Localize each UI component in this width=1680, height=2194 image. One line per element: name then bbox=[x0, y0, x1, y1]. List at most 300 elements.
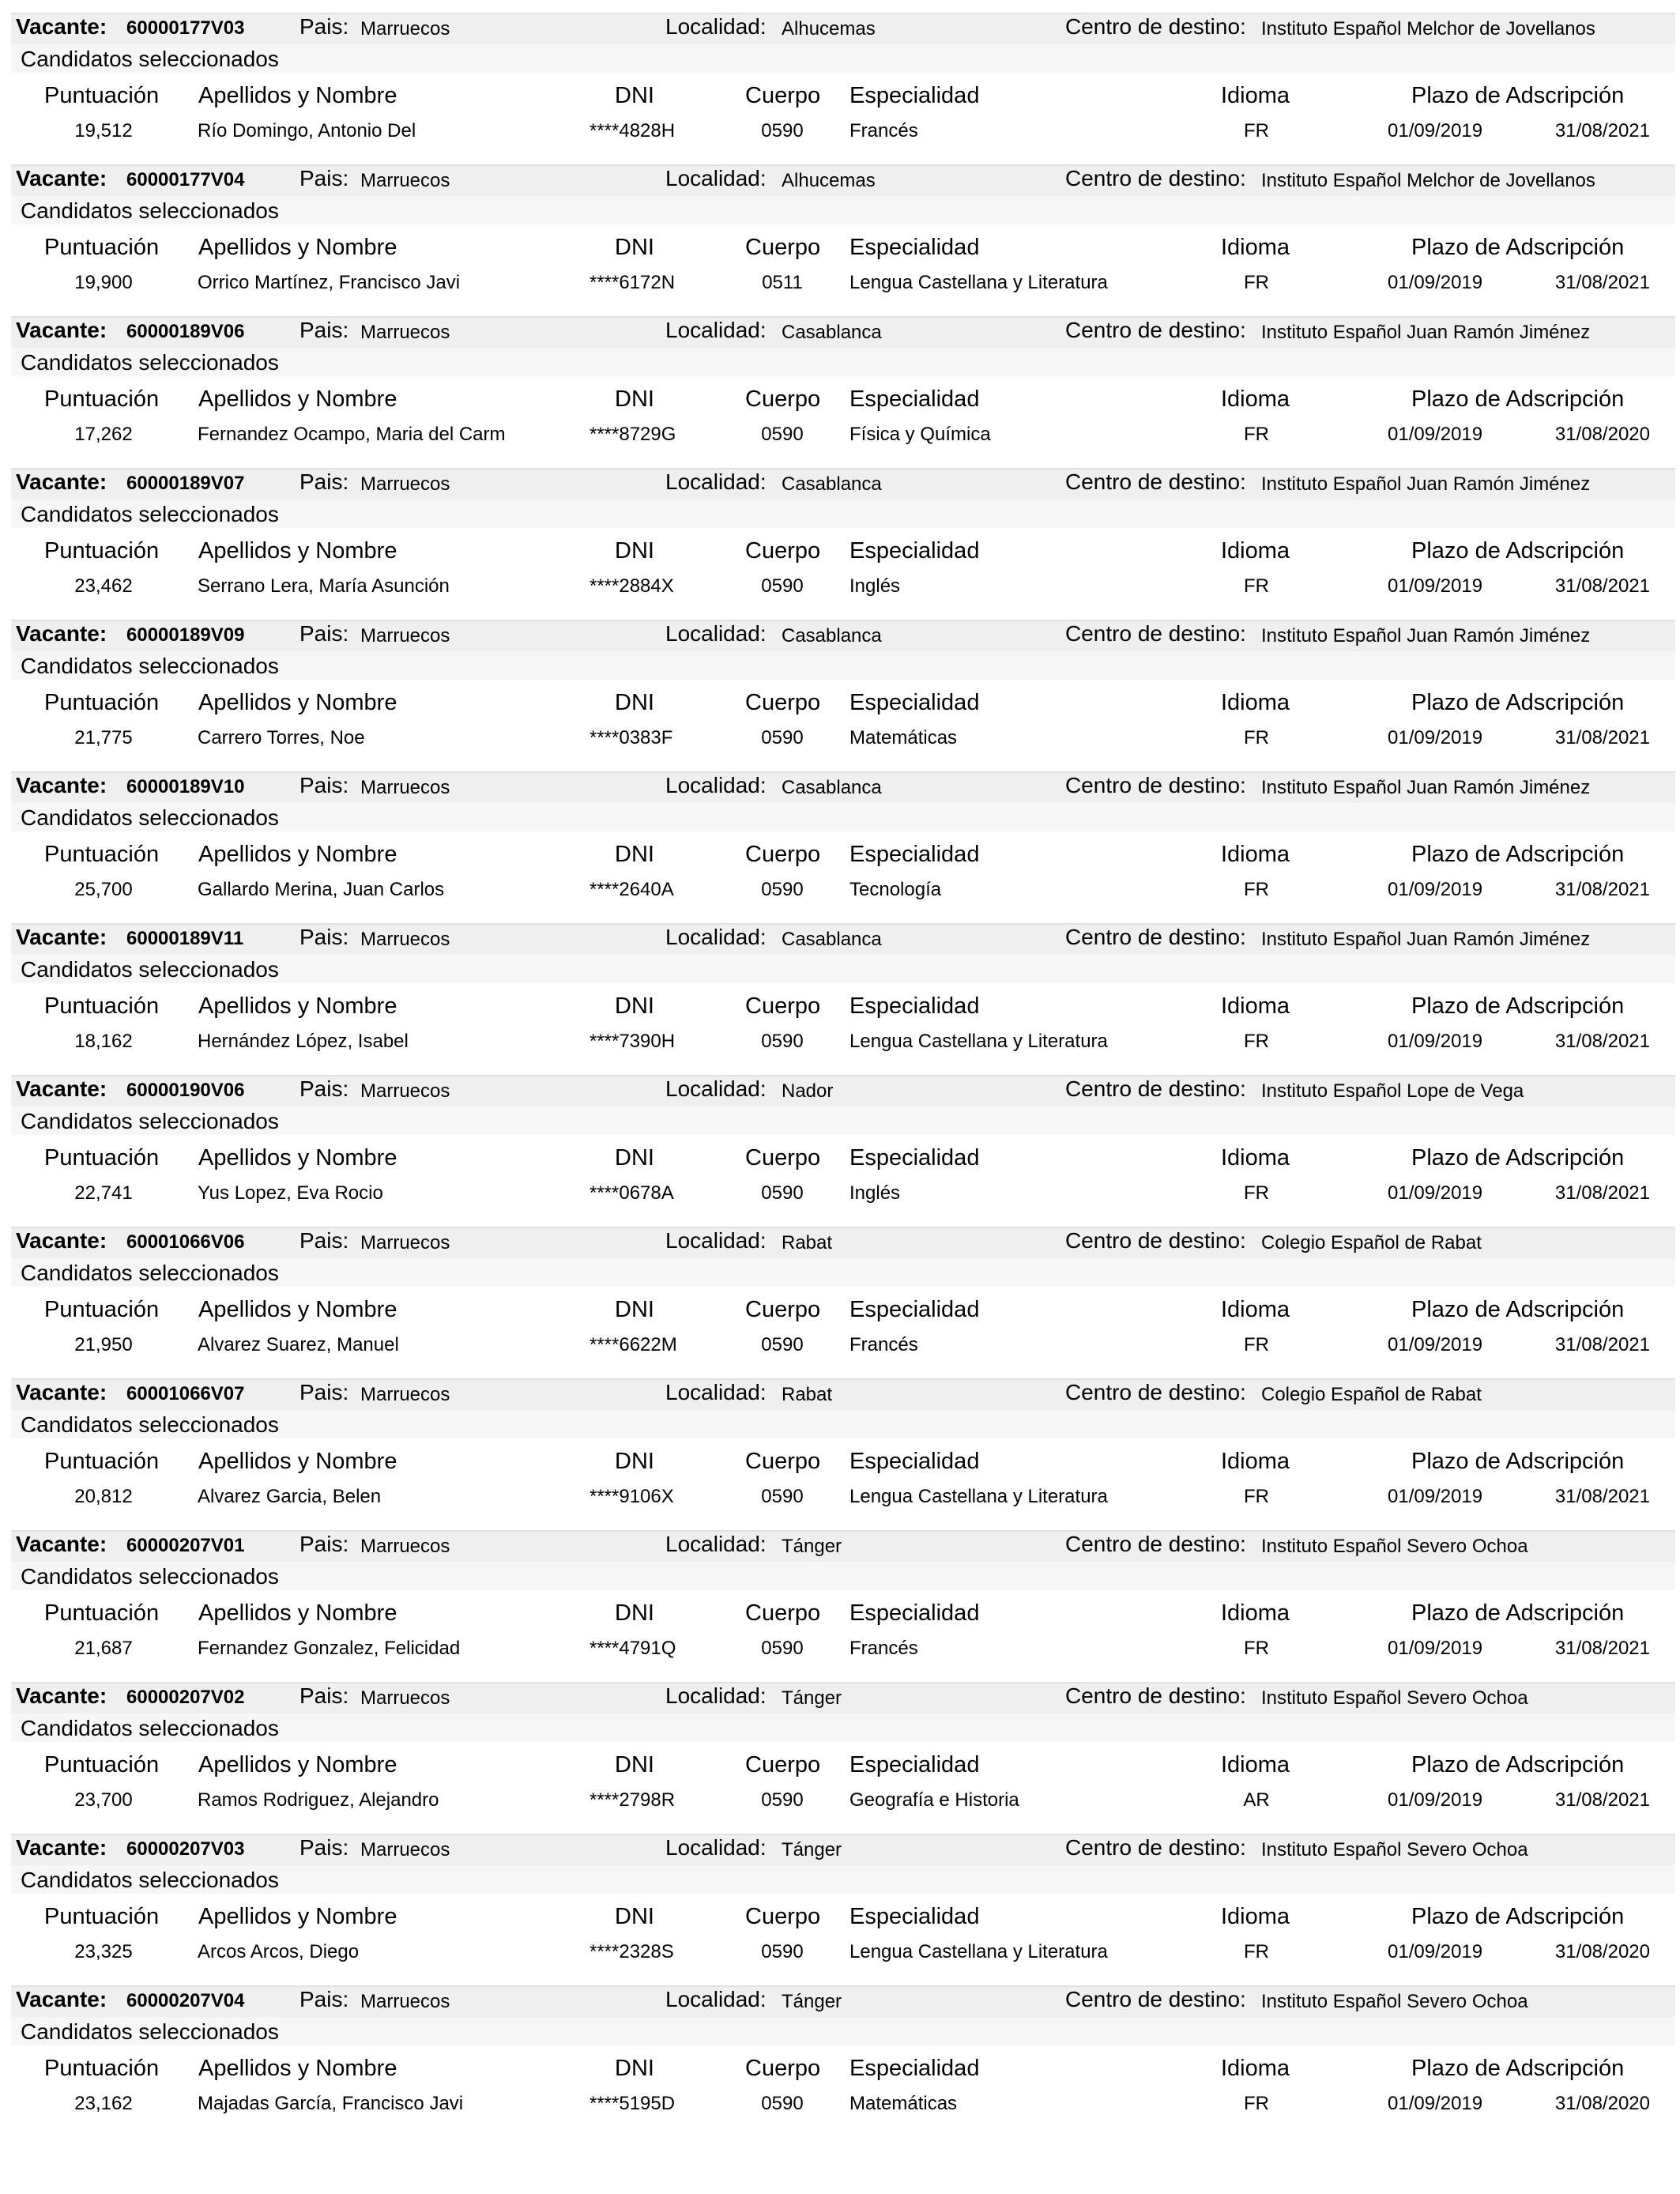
col-idioma: Idioma bbox=[1221, 1752, 1290, 1777]
centro-label: Centro de destino: bbox=[1065, 166, 1246, 190]
cell-dni: ****0678A bbox=[590, 1182, 674, 1204]
vacancy-block bbox=[0, 620, 1680, 771]
vacancy-block bbox=[0, 468, 1680, 620]
col-especialidad: Especialidad bbox=[849, 1904, 980, 1929]
vacante-code: 60000207V03 bbox=[126, 1838, 245, 1860]
localidad-label: Localidad: bbox=[665, 1076, 767, 1101]
cell-idioma: FR bbox=[1244, 272, 1269, 293]
cell-hasta: 31/08/2021 bbox=[1554, 120, 1650, 141]
cell-cuerpo: 0590 bbox=[761, 575, 804, 597]
col-idioma: Idioma bbox=[1221, 690, 1290, 715]
vacancy-block bbox=[0, 1682, 1680, 1834]
localidad-value: Tánger bbox=[782, 1536, 842, 1557]
cell-desde: 01/09/2019 bbox=[1388, 272, 1483, 293]
vacancy-block bbox=[0, 164, 1680, 316]
cell-especialidad: Inglés bbox=[849, 575, 901, 597]
cell-cuerpo: 0590 bbox=[761, 424, 804, 445]
vacante-label: Vacante: bbox=[16, 1683, 107, 1708]
candidatos-label: Candidatos seleccionados bbox=[21, 1564, 279, 1589]
vacancy-block bbox=[0, 1378, 1680, 1530]
cell-nombre: Hernández López, Isabel bbox=[198, 1031, 409, 1052]
localidad-value: Rabat bbox=[782, 1232, 833, 1253]
col-cuerpo: Cuerpo bbox=[745, 538, 821, 564]
col-dni: DNI bbox=[615, 1449, 654, 1474]
col-especialidad: Especialidad bbox=[849, 83, 980, 108]
cell-idioma: FR bbox=[1244, 424, 1269, 445]
col-cuerpo: Cuerpo bbox=[745, 993, 821, 1019]
col-plazo: Plazo de Adscripción bbox=[1411, 83, 1625, 108]
cell-especialidad: Lengua Castellana y Literatura bbox=[849, 272, 1108, 293]
cell-idioma: FR bbox=[1244, 1486, 1269, 1507]
col-cuerpo: Cuerpo bbox=[745, 386, 821, 412]
pais-label: Pais: bbox=[299, 1683, 349, 1708]
col-idioma: Idioma bbox=[1221, 538, 1290, 564]
cell-cuerpo: 0590 bbox=[761, 1789, 804, 1811]
centro-label: Centro de destino: bbox=[1065, 621, 1246, 646]
cell-hasta: 31/08/2021 bbox=[1554, 1486, 1650, 1507]
localidad-label: Localidad: bbox=[665, 469, 767, 494]
cell-dni: ****5195D bbox=[590, 2093, 676, 2114]
col-especialidad: Especialidad bbox=[849, 842, 980, 867]
pais-label: Pais: bbox=[299, 925, 349, 949]
cell-puntuacion: 22,741 bbox=[74, 1182, 133, 1204]
col-puntuacion: Puntuación bbox=[44, 538, 160, 564]
localidad-label: Localidad: bbox=[665, 1835, 767, 1860]
col-especialidad: Especialidad bbox=[849, 1297, 980, 1322]
cell-cuerpo: 0590 bbox=[761, 1486, 804, 1507]
pais-label: Pais: bbox=[299, 773, 349, 797]
cell-puntuacion: 19,900 bbox=[74, 272, 133, 293]
cell-cuerpo: 0590 bbox=[761, 879, 804, 900]
centro-value: Instituto Español Severo Ochoa bbox=[1261, 1687, 1528, 1709]
col-dni: DNI bbox=[615, 2056, 654, 2081]
cell-desde: 01/09/2019 bbox=[1388, 879, 1483, 900]
pais-value: Marruecos bbox=[360, 929, 450, 950]
vacante-code: 60000207V01 bbox=[126, 1535, 245, 1556]
centro-value: Instituto Español Melchor de Jovellanos bbox=[1261, 170, 1595, 191]
vacante-label: Vacante: bbox=[16, 14, 107, 39]
cell-desde: 01/09/2019 bbox=[1388, 1638, 1483, 1659]
cell-puntuacion: 23,325 bbox=[74, 1941, 133, 1962]
centro-value: Instituto Español Juan Ramón Jiménez bbox=[1261, 777, 1591, 798]
localidad-label: Localidad: bbox=[665, 1683, 767, 1708]
cell-nombre: Arcos Arcos, Diego bbox=[198, 1941, 360, 1962]
col-dni: DNI bbox=[615, 1145, 654, 1171]
localidad-value: Casablanca bbox=[782, 625, 882, 647]
cell-idioma: FR bbox=[1244, 727, 1269, 748]
col-plazo: Plazo de Adscripción bbox=[1411, 2056, 1625, 2081]
vacante-code: 60000190V06 bbox=[126, 1080, 245, 1101]
centro-value: Instituto Español Severo Ochoa bbox=[1261, 1839, 1528, 1860]
localidad-label: Localidad: bbox=[665, 1228, 767, 1253]
vacante-code: 60000177V03 bbox=[126, 17, 245, 39]
cell-idioma: FR bbox=[1244, 879, 1269, 900]
localidad-value: Tánger bbox=[782, 1991, 842, 2012]
localidad-value: Casablanca bbox=[782, 929, 882, 950]
vacante-code: 60000189V09 bbox=[126, 624, 245, 646]
col-nombre: Apellidos y Nombre bbox=[198, 1600, 397, 1626]
centro-label: Centro de destino: bbox=[1065, 1683, 1246, 1708]
col-puntuacion: Puntuación bbox=[44, 842, 160, 867]
cell-desde: 01/09/2019 bbox=[1388, 727, 1483, 748]
cell-idioma: FR bbox=[1244, 1941, 1269, 1962]
vacante-code: 60000189V07 bbox=[126, 473, 245, 494]
cell-nombre: Gallardo Merina, Juan Carlos bbox=[198, 879, 445, 900]
col-plazo: Plazo de Adscripción bbox=[1411, 690, 1625, 715]
cell-desde: 01/09/2019 bbox=[1388, 1182, 1483, 1204]
vacancy-block bbox=[0, 923, 1680, 1075]
vacante-label: Vacante: bbox=[16, 925, 107, 949]
col-plazo: Plazo de Adscripción bbox=[1411, 1752, 1625, 1777]
col-puntuacion: Puntuación bbox=[44, 1600, 160, 1626]
vacante-code: 60000207V02 bbox=[126, 1687, 245, 1708]
cell-especialidad: Matemáticas bbox=[849, 727, 958, 748]
vacancy-block bbox=[0, 1985, 1680, 2137]
cell-dni: ****2328S bbox=[590, 1941, 674, 1962]
centro-label: Centro de destino: bbox=[1065, 1380, 1246, 1404]
col-dni: DNI bbox=[615, 83, 654, 108]
cell-dni: ****6622M bbox=[590, 1334, 677, 1355]
col-especialidad: Especialidad bbox=[849, 1145, 980, 1171]
vacante-label: Vacante: bbox=[16, 1228, 107, 1253]
vacante-code: 60000189V11 bbox=[126, 928, 244, 949]
pais-value: Marruecos bbox=[360, 1080, 450, 1102]
cell-desde: 01/09/2019 bbox=[1388, 1941, 1483, 1962]
col-nombre: Apellidos y Nombre bbox=[198, 1752, 397, 1777]
cell-hasta: 31/08/2021 bbox=[1554, 879, 1650, 900]
col-cuerpo: Cuerpo bbox=[745, 1600, 821, 1626]
col-dni: DNI bbox=[615, 235, 654, 260]
col-puntuacion: Puntuación bbox=[44, 235, 160, 260]
cell-dni: ****4791Q bbox=[590, 1638, 676, 1659]
cell-cuerpo: 0590 bbox=[761, 1182, 804, 1204]
candidatos-label: Candidatos seleccionados bbox=[21, 198, 279, 223]
localidad-label: Localidad: bbox=[665, 14, 767, 39]
cell-especialidad: Lengua Castellana y Literatura bbox=[849, 1486, 1108, 1507]
col-plazo: Plazo de Adscripción bbox=[1411, 235, 1625, 260]
cell-nombre: Majadas García, Francisco Javi bbox=[198, 2093, 464, 2114]
col-puntuacion: Puntuación bbox=[44, 1449, 160, 1474]
cell-puntuacion: 23,700 bbox=[74, 1789, 133, 1811]
cell-hasta: 31/08/2021 bbox=[1554, 272, 1650, 293]
localidad-label: Localidad: bbox=[665, 621, 767, 646]
centro-label: Centro de destino: bbox=[1065, 1532, 1246, 1556]
cell-hasta: 31/08/2021 bbox=[1554, 727, 1650, 748]
candidatos-label: Candidatos seleccionados bbox=[21, 350, 279, 375]
cell-hasta: 31/08/2021 bbox=[1554, 1031, 1650, 1052]
vacancy-list bbox=[0, 13, 1680, 2137]
cell-puntuacion: 21,775 bbox=[74, 727, 133, 748]
col-cuerpo: Cuerpo bbox=[745, 1449, 821, 1474]
localidad-value: Tánger bbox=[782, 1687, 842, 1709]
col-dni: DNI bbox=[615, 1752, 654, 1777]
col-puntuacion: Puntuación bbox=[44, 690, 160, 715]
col-especialidad: Especialidad bbox=[849, 235, 980, 260]
col-cuerpo: Cuerpo bbox=[745, 1904, 821, 1929]
col-puntuacion: Puntuación bbox=[44, 1145, 160, 1171]
col-idioma: Idioma bbox=[1221, 2056, 1290, 2081]
pais-value: Marruecos bbox=[360, 1384, 450, 1405]
cell-desde: 01/09/2019 bbox=[1388, 1486, 1483, 1507]
vacancy-block bbox=[0, 316, 1680, 468]
centro-value: Instituto Español Melchor de Jovellanos bbox=[1261, 18, 1595, 40]
cell-desde: 01/09/2019 bbox=[1388, 575, 1483, 597]
col-especialidad: Especialidad bbox=[849, 538, 980, 564]
vacante-label: Vacante: bbox=[16, 621, 107, 646]
localidad-value: Casablanca bbox=[782, 473, 882, 495]
candidatos-label: Candidatos seleccionados bbox=[21, 654, 279, 678]
pais-label: Pais: bbox=[299, 469, 349, 494]
vacancy-block bbox=[0, 1075, 1680, 1227]
vacante-label: Vacante: bbox=[16, 1987, 107, 2011]
vacante-code: 60001066V07 bbox=[126, 1383, 245, 1404]
vacancy-block bbox=[0, 13, 1680, 164]
col-puntuacion: Puntuación bbox=[44, 83, 160, 108]
cell-idioma: FR bbox=[1244, 575, 1269, 597]
cell-idioma: FR bbox=[1244, 1638, 1269, 1659]
candidatos-label: Candidatos seleccionados bbox=[21, 1109, 279, 1133]
cell-nombre: Río Domingo, Antonio Del bbox=[198, 120, 416, 141]
col-plazo: Plazo de Adscripción bbox=[1411, 538, 1625, 564]
col-cuerpo: Cuerpo bbox=[745, 1297, 821, 1322]
cell-dni: ****2640A bbox=[590, 879, 674, 900]
col-idioma: Idioma bbox=[1221, 1145, 1290, 1171]
col-puntuacion: Puntuación bbox=[44, 993, 160, 1019]
cell-nombre: Alvarez Suarez, Manuel bbox=[198, 1334, 399, 1355]
cell-idioma: FR bbox=[1244, 2093, 1269, 2114]
candidatos-label: Candidatos seleccionados bbox=[21, 502, 279, 526]
centro-label: Centro de destino: bbox=[1065, 469, 1246, 494]
cell-hasta: 31/08/2021 bbox=[1554, 575, 1650, 597]
col-dni: DNI bbox=[615, 842, 654, 867]
vacante-code: 60000189V10 bbox=[126, 776, 245, 797]
pais-value: Marruecos bbox=[360, 473, 450, 495]
col-cuerpo: Cuerpo bbox=[745, 2056, 821, 2081]
cell-especialidad: Lengua Castellana y Literatura bbox=[849, 1031, 1108, 1052]
localidad-value: Casablanca bbox=[782, 777, 882, 798]
cell-nombre: Orrico Martínez, Francisco Javi bbox=[198, 272, 461, 293]
col-idioma: Idioma bbox=[1221, 1449, 1290, 1474]
cell-dni: ****7390H bbox=[590, 1031, 676, 1052]
cell-especialidad: Inglés bbox=[849, 1182, 901, 1204]
col-plazo: Plazo de Adscripción bbox=[1411, 842, 1625, 867]
cell-especialidad: Francés bbox=[849, 120, 918, 141]
col-dni: DNI bbox=[615, 386, 654, 412]
cell-cuerpo: 0511 bbox=[762, 272, 803, 293]
vacante-label: Vacante: bbox=[16, 318, 107, 342]
col-dni: DNI bbox=[615, 538, 654, 564]
cell-dni: ****2798R bbox=[590, 1789, 676, 1811]
cell-hasta: 31/08/2020 bbox=[1554, 2093, 1650, 2114]
cell-puntuacion: 19,512 bbox=[74, 120, 133, 141]
col-idioma: Idioma bbox=[1221, 1904, 1290, 1929]
col-plazo: Plazo de Adscripción bbox=[1411, 1600, 1625, 1626]
centro-value: Colegio Español de Rabat bbox=[1261, 1232, 1482, 1253]
col-especialidad: Especialidad bbox=[849, 1600, 980, 1626]
vacante-code: 60000189V06 bbox=[126, 321, 245, 342]
centro-value: Instituto Español Juan Ramón Jiménez bbox=[1261, 929, 1591, 950]
centro-value: Instituto Español Lope de Vega bbox=[1261, 1080, 1524, 1102]
vacancy-block bbox=[0, 771, 1680, 923]
vacante-code: 60000177V04 bbox=[126, 169, 245, 190]
col-puntuacion: Puntuación bbox=[44, 2056, 160, 2081]
centro-label: Centro de destino: bbox=[1065, 1076, 1246, 1101]
cell-cuerpo: 0590 bbox=[761, 2093, 804, 2114]
cell-dni: ****2884X bbox=[590, 575, 674, 597]
cell-cuerpo: 0590 bbox=[761, 1334, 804, 1355]
col-plazo: Plazo de Adscripción bbox=[1411, 386, 1625, 412]
col-plazo: Plazo de Adscripción bbox=[1411, 1297, 1625, 1322]
vacancy-block bbox=[0, 1227, 1680, 1378]
cell-hasta: 31/08/2021 bbox=[1554, 1638, 1650, 1659]
pais-value: Marruecos bbox=[360, 1232, 450, 1253]
centro-value: Instituto Español Juan Ramón Jiménez bbox=[1261, 473, 1591, 495]
pais-label: Pais: bbox=[299, 14, 349, 39]
cell-desde: 01/09/2019 bbox=[1388, 2093, 1483, 2114]
col-especialidad: Especialidad bbox=[849, 1752, 980, 1777]
cell-puntuacion: 20,812 bbox=[74, 1486, 133, 1507]
pais-label: Pais: bbox=[299, 1532, 349, 1556]
col-idioma: Idioma bbox=[1221, 235, 1290, 260]
cell-puntuacion: 23,162 bbox=[74, 2093, 133, 2114]
localidad-value: Tánger bbox=[782, 1839, 842, 1860]
col-nombre: Apellidos y Nombre bbox=[198, 842, 397, 867]
col-puntuacion: Puntuación bbox=[44, 1297, 160, 1322]
col-idioma: Idioma bbox=[1221, 386, 1290, 412]
col-dni: DNI bbox=[615, 1297, 654, 1322]
cell-nombre: Alvarez Garcia, Belen bbox=[198, 1486, 382, 1507]
candidatos-label: Candidatos seleccionados bbox=[21, 1716, 279, 1740]
centro-value: Instituto Español Juan Ramón Jiménez bbox=[1261, 625, 1591, 647]
cell-puntuacion: 18,162 bbox=[74, 1031, 133, 1052]
cell-nombre: Serrano Lera, María Asunción bbox=[198, 575, 450, 597]
cell-especialidad: Francés bbox=[849, 1334, 918, 1355]
cell-nombre: Carrero Torres, Noe bbox=[198, 727, 365, 748]
vacante-code: 60000207V04 bbox=[126, 1990, 245, 2011]
cell-desde: 01/09/2019 bbox=[1388, 1789, 1483, 1811]
localidad-label: Localidad: bbox=[665, 1532, 767, 1556]
col-dni: DNI bbox=[615, 1904, 654, 1929]
col-nombre: Apellidos y Nombre bbox=[198, 538, 397, 564]
cell-dni: ****6172N bbox=[590, 272, 676, 293]
col-especialidad: Especialidad bbox=[849, 1449, 980, 1474]
cell-especialidad: Francés bbox=[849, 1638, 918, 1659]
pais-value: Marruecos bbox=[360, 777, 450, 798]
pais-label: Pais: bbox=[299, 318, 349, 342]
pais-label: Pais: bbox=[299, 1380, 349, 1404]
candidatos-label: Candidatos seleccionados bbox=[21, 1412, 279, 1437]
cell-dni: ****0383F bbox=[590, 727, 673, 748]
localidad-label: Localidad: bbox=[665, 166, 767, 190]
col-nombre: Apellidos y Nombre bbox=[198, 235, 397, 260]
localidad-label: Localidad: bbox=[665, 1380, 767, 1404]
cell-nombre: Yus Lopez, Eva Rocio bbox=[198, 1182, 383, 1204]
pais-label: Pais: bbox=[299, 621, 349, 646]
cell-desde: 01/09/2019 bbox=[1388, 424, 1483, 445]
pais-label: Pais: bbox=[299, 1835, 349, 1860]
cell-idioma: FR bbox=[1244, 120, 1269, 141]
cell-puntuacion: 25,700 bbox=[74, 879, 133, 900]
candidatos-label: Candidatos seleccionados bbox=[21, 47, 279, 71]
col-idioma: Idioma bbox=[1221, 1297, 1290, 1322]
col-especialidad: Especialidad bbox=[849, 690, 980, 715]
candidatos-label: Candidatos seleccionados bbox=[21, 1868, 279, 1892]
vacante-code: 60001066V06 bbox=[126, 1231, 245, 1253]
cell-especialidad: Geografía e Historia bbox=[849, 1789, 1019, 1811]
col-nombre: Apellidos y Nombre bbox=[198, 1449, 397, 1474]
localidad-value: Casablanca bbox=[782, 322, 882, 343]
vacante-label: Vacante: bbox=[16, 469, 107, 494]
localidad-label: Localidad: bbox=[665, 318, 767, 342]
col-dni: DNI bbox=[615, 690, 654, 715]
centro-label: Centro de destino: bbox=[1065, 318, 1246, 342]
cell-dni: ****4828H bbox=[590, 120, 676, 141]
cell-desde: 01/09/2019 bbox=[1388, 1031, 1483, 1052]
pais-value: Marruecos bbox=[360, 1991, 450, 2012]
cell-desde: 01/09/2019 bbox=[1388, 1334, 1483, 1355]
candidatos-label: Candidatos seleccionados bbox=[21, 1261, 279, 1285]
pais-value: Marruecos bbox=[360, 625, 450, 647]
col-idioma: Idioma bbox=[1221, 83, 1290, 108]
col-especialidad: Especialidad bbox=[849, 2056, 980, 2081]
localidad-label: Localidad: bbox=[665, 925, 767, 949]
cell-idioma: FR bbox=[1244, 1031, 1269, 1052]
localidad-label: Localidad: bbox=[665, 773, 767, 797]
cell-puntuacion: 17,262 bbox=[74, 424, 133, 445]
vacancy-block bbox=[0, 1530, 1680, 1682]
col-nombre: Apellidos y Nombre bbox=[198, 2056, 397, 2081]
vacancy-block bbox=[0, 1834, 1680, 1985]
vacante-label: Vacante: bbox=[16, 1076, 107, 1101]
col-nombre: Apellidos y Nombre bbox=[198, 83, 397, 108]
pais-value: Marruecos bbox=[360, 18, 450, 40]
col-plazo: Plazo de Adscripción bbox=[1411, 993, 1625, 1019]
vacante-label: Vacante: bbox=[16, 1835, 107, 1860]
pais-value: Marruecos bbox=[360, 1687, 450, 1709]
col-plazo: Plazo de Adscripción bbox=[1411, 1449, 1625, 1474]
cell-puntuacion: 21,687 bbox=[74, 1638, 133, 1659]
cell-dni: ****8729G bbox=[590, 424, 676, 445]
col-plazo: Plazo de Adscripción bbox=[1411, 1145, 1625, 1171]
pais-value: Marruecos bbox=[360, 1839, 450, 1860]
col-puntuacion: Puntuación bbox=[44, 1752, 160, 1777]
col-dni: DNI bbox=[615, 1600, 654, 1626]
localidad-value: Alhucemas bbox=[782, 18, 876, 40]
localidad-value: Alhucemas bbox=[782, 170, 876, 191]
candidatos-label: Candidatos seleccionados bbox=[21, 2019, 279, 2044]
cell-nombre: Ramos Rodriguez, Alejandro bbox=[198, 1789, 439, 1811]
cell-hasta: 31/08/2021 bbox=[1554, 1182, 1650, 1204]
col-plazo: Plazo de Adscripción bbox=[1411, 1904, 1625, 1929]
pais-label: Pais: bbox=[299, 1987, 349, 2011]
cell-nombre: Fernandez Gonzalez, Felicidad bbox=[198, 1638, 461, 1659]
candidatos-label: Candidatos seleccionados bbox=[21, 957, 279, 982]
localidad-value: Rabat bbox=[782, 1384, 833, 1405]
col-idioma: Idioma bbox=[1221, 993, 1290, 1019]
cell-idioma: FR bbox=[1244, 1334, 1269, 1355]
pais-label: Pais: bbox=[299, 1076, 349, 1101]
vacante-label: Vacante: bbox=[16, 166, 107, 190]
cell-dni: ****9106X bbox=[590, 1486, 674, 1507]
cell-idioma: AR bbox=[1243, 1789, 1270, 1811]
vacante-label: Vacante: bbox=[16, 1532, 107, 1556]
centro-value: Instituto Español Juan Ramón Jiménez bbox=[1261, 322, 1591, 343]
col-nombre: Apellidos y Nombre bbox=[198, 690, 397, 715]
cell-cuerpo: 0590 bbox=[761, 1031, 804, 1052]
col-nombre: Apellidos y Nombre bbox=[198, 1904, 397, 1929]
col-nombre: Apellidos y Nombre bbox=[198, 386, 397, 412]
centro-label: Centro de destino: bbox=[1065, 14, 1246, 39]
